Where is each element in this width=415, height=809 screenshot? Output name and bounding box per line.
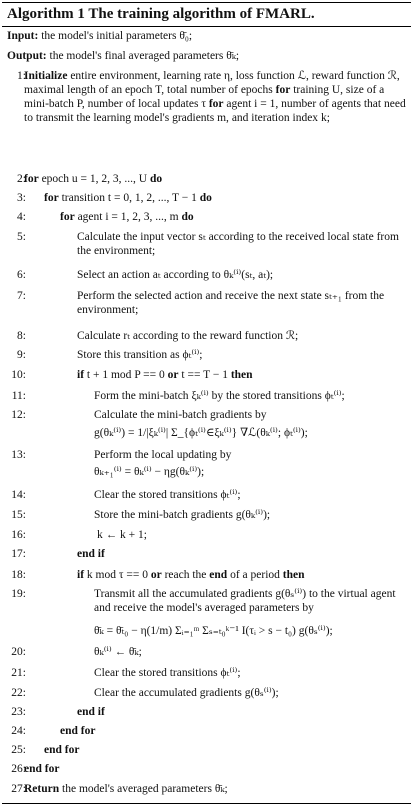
line-number: 24: — [11, 725, 26, 737]
line-number: 15: — [11, 509, 26, 521]
line-number: 21: — [11, 667, 26, 679]
output-text: the model's final averaged parameters θ̄ₖ; — [49, 50, 240, 62]
line-number: 8: — [17, 330, 26, 342]
line-number: 10: — [11, 369, 26, 381]
line-number: 11: — [11, 390, 26, 402]
algorithm-title: Algorithm 1 The training algorithm of FMARL. — [7, 6, 315, 22]
line-number: 23: — [11, 706, 26, 718]
line-text: g(θₖ⁽ⁱ⁾) = 1/|ξₖ⁽ⁱ⁾| Σ_{ϕₜ⁽ⁱ⁾∈ξₖ⁽ⁱ⁾} ∇ℒ(θₖ⁽ⁱ⁾; ϕₜ⁽ⁱ⁾); — [94, 427, 308, 439]
line-number: 22: — [11, 687, 26, 699]
line-text: Calculate the mini-batch gradients by — [94, 409, 267, 421]
bottom-rule — [2, 803, 411, 804]
line-text: Calculate the input vector sₜ according to the received local state from the environment; — [77, 231, 399, 257]
line-text: Perform the local updating by — [94, 449, 232, 461]
input-line — [7, 30, 192, 42]
line-text: Clear the stored transitions ϕₜ⁽ⁱ⁾; — [94, 489, 241, 501]
input-text: the model's initial parameters θ̄₀; — [41, 30, 193, 42]
input-label: Input: — [7, 30, 39, 42]
line-number: 5: — [17, 231, 26, 243]
line-text: Initialize entire environment, learning rate η, loss function ℒ, reward function ℛ, maximal length of an epoch T, total number of epochs for training U, size of a mini-batch P, number of local updates τ for agent i = 1, number of agents that need to transmit the learning model's gradients m, and iteration index k; — [24, 70, 406, 124]
line-number: 13: — [11, 449, 26, 461]
line-text: Store the mini-batch gradients g(θₖ⁽ⁱ⁾); — [94, 509, 271, 521]
line-text: end for — [44, 744, 80, 756]
line-text: for agent i = 1, 2, 3, ..., m do — [60, 211, 194, 223]
top-rule — [2, 2, 411, 3]
line-number: 4: — [17, 211, 26, 223]
line-text: if k mod τ == 0 or reach the end of a period then — [77, 569, 305, 581]
line-number: 20: — [11, 646, 26, 658]
algorithm-box — [2, 2, 411, 804]
line-number: 17: — [11, 548, 26, 560]
line-text: if t + 1 mod P == 0 or t == T − 1 then — [77, 369, 253, 381]
line-text: Perform the selected action and receive the next state sₜ₊₁ from the environment; — [77, 290, 385, 316]
line-number: 1: — [17, 70, 26, 82]
line-text: k ← k + 1; — [97, 529, 147, 541]
title-rule — [2, 26, 411, 27]
line-text: end for — [24, 763, 60, 775]
line-number: 27: — [11, 783, 26, 795]
line-text: for transition t = 0, 1, 2, ..., T − 1 do — [44, 192, 212, 204]
line-number: 26: — [11, 763, 26, 775]
line-number: 3: — [17, 192, 26, 204]
line-text: θ̄ₖ = θ̄ₜ₀ − η(1/m) Σᵢ₌₁ᵐ Σₛ₌ₜ₀ᵏ⁻¹ I(τᵢ > s − t₀) g(θₛ⁽ⁱ⁾); — [94, 625, 333, 637]
line-text: Select an action aₜ according to θₖ⁽ⁱ⁾(sₜ, aₜ); — [77, 269, 274, 281]
line-text: θₖ₊₁⁽ⁱ⁾ = θₖ⁽ⁱ⁾ − ηg(θₖ⁽ⁱ⁾); — [94, 466, 205, 478]
line-text: Store this transition as ϕₜ⁽ⁱ⁾; — [77, 349, 203, 361]
line-text: for epoch u = 1, 2, 3, ..., U do — [24, 173, 163, 185]
line-text: end if — [77, 706, 105, 718]
line-number: 25: — [11, 744, 26, 756]
line-text: Clear the accumulated gradients g(θₛ⁽ⁱ⁾); — [94, 687, 279, 699]
line-text: end for — [60, 725, 96, 737]
output-label: Output: — [7, 50, 47, 62]
line-number: 6: — [17, 269, 26, 281]
line-number: 12: — [11, 409, 26, 421]
line-text: Return the model's averaged parameters θ̄ₖ; — [24, 783, 228, 795]
line-number: 19: — [11, 588, 26, 600]
line-text: Clear the stored transitions ϕₜ⁽ⁱ⁾; — [94, 667, 241, 679]
line-text: Calculate rₜ according to the reward function ℛ; — [77, 330, 299, 342]
line-text: Form the mini-batch ξₖ⁽ⁱ⁾ by the stored transitions ϕₜ⁽ⁱ⁾; — [94, 390, 345, 402]
line-number: 18: — [11, 569, 26, 581]
line-number: 7: — [17, 290, 26, 302]
line-text: Transmit all the accumulated gradients g(θₛ⁽ⁱ⁾) to the virtual agent and receive the model's averaged parameters by — [94, 588, 396, 614]
line-number: 14: — [11, 489, 26, 501]
line-number: 9: — [17, 349, 26, 361]
line-number: 16: — [11, 529, 26, 541]
line-number: 2: — [17, 173, 26, 185]
output-line — [7, 48, 239, 62]
line-text: θₖ⁽ⁱ⁾ ← θ̄ₖ; — [94, 646, 142, 658]
line-text: end if — [77, 548, 105, 560]
